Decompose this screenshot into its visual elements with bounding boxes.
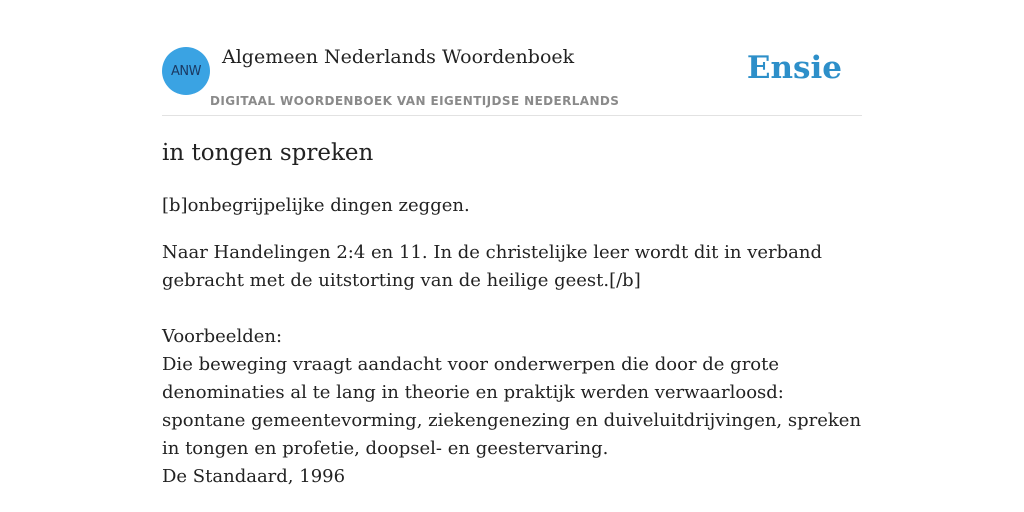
entry-examples — [162, 323, 862, 491]
site-subtitle: DIGITAAL WOORDENBOEK VAN EIGENTIJDSE NEDERLANDS — [210, 94, 620, 108]
site-header — [162, 0, 862, 116]
entry-explanation: Naar Handelingen 2:4 en 11. In de christelijke leer wordt dit in verband gebracht met de uitstorting van de heilige geest.[/b] — [162, 242, 823, 291]
entry-definition: [b]onbegrijpelijke dingen zeggen. — [162, 195, 470, 216]
examples-label: Voorbeelden: — [162, 326, 283, 347]
site-title[interactable]: Algemeen Nederlands Woordenboek — [222, 46, 575, 68]
anw-logo[interactable] — [162, 47, 210, 95]
entry-headword: in tongen spreken — [162, 140, 374, 166]
logo-text: ANW — [171, 63, 201, 79]
example-source: De Standaard, 1996 — [162, 466, 346, 487]
example-text: Die beweging vraagt aandacht voor onderwerpen die door de grote denominaties al te lang in theorie en praktijk werden verwaarloosd: spontane gemeentevorming, ziekengenezing en duiveluitdrijvingen, spreken in tongen en profetie, doopsel- en geestervaring. — [162, 354, 862, 459]
page — [162, 0, 862, 487]
ensie-brand-logo[interactable]: Ensie — [746, 50, 842, 86]
